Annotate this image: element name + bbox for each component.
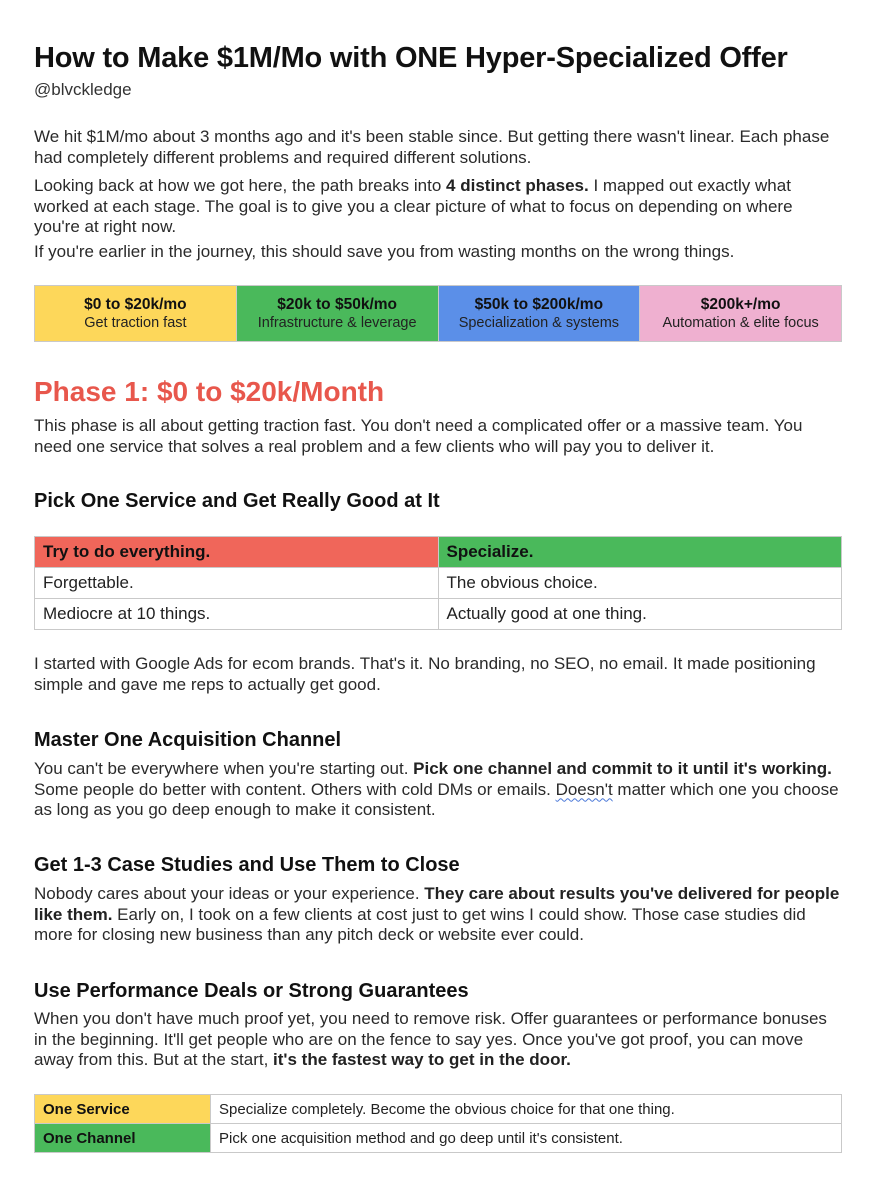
summary-table	[34, 1094, 842, 1153]
summary-text: Pick one acquisition method and go deep until it's consistent.	[211, 1124, 842, 1153]
phase-range: $20k to $50k/mo	[277, 295, 397, 313]
body-bold-text: Pick one channel and commit to it until it's working.	[413, 759, 832, 778]
section-heading-channel: Master One Acquisition Channel	[34, 729, 342, 751]
summary-label: One Channel	[35, 1124, 211, 1153]
service-body: I started with Google Ads for ecom brands. That's it. No branding, no SEO, no email. It made positioning simple and gave me reps to actually get good.	[34, 654, 816, 694]
table-row	[35, 1095, 842, 1124]
section-heading-service: Pick One Service and Get Really Good at It	[34, 490, 440, 512]
summary-text: Specialize completely. Become the obvious choice for that one thing.	[211, 1095, 842, 1124]
body-text: matter which one you choose as long as you go deep enough to make it consistent.	[34, 779, 839, 819]
comparison-header-row	[35, 537, 842, 568]
summary-label: One Service	[35, 1095, 211, 1124]
intro-paragraph-2	[34, 176, 842, 238]
phase-cell-1	[35, 286, 237, 341]
phase-description: Get traction fast	[84, 314, 187, 331]
section-heading-guarantees: Use Performance Deals or Strong Guarantees	[34, 980, 469, 1002]
table-row	[35, 1124, 842, 1153]
phase-cell-2	[237, 286, 439, 341]
intro-paragraph-3: If you're earlier in the journey, this should save you from wasting months on the wrong things.	[34, 242, 735, 261]
comparison-header-left: Try to do everything.	[35, 537, 439, 568]
body-bold-text: it's the fastest way to get in the door.	[273, 1050, 571, 1069]
channel-body	[34, 759, 842, 821]
body-text: You can't be everywhere when you're starting out.	[34, 759, 414, 778]
table-cell: Mediocre at 10 things.	[35, 599, 439, 630]
intro-bold-text: 4 distinct phases.	[446, 176, 589, 195]
guarantees-body	[34, 1009, 842, 1071]
table-cell: Actually good at one thing.	[438, 599, 842, 630]
phase-range: $0 to $20k/mo	[84, 295, 187, 313]
body-text: When you don't have much proof yet, you need to remove risk. Offer guarantees or performance bonuses in the beginning. It'll get people who are on the fence to say yes. Once you've got proof, you can move away from this. But at the start,	[34, 1009, 827, 1069]
table-cell: The obvious choice.	[438, 568, 842, 599]
table-row	[35, 599, 842, 630]
body-text: Nobody cares about your ideas or your experience.	[34, 884, 425, 903]
body-text: Some people do better with content. Others with cold DMs or emails.	[34, 779, 556, 799]
case-studies-body	[34, 884, 842, 946]
page-title: How to Make $1M/Mo with ONE Hyper-Specialized Offer	[34, 42, 788, 74]
table-row	[35, 568, 842, 599]
phase-description: Automation & elite focus	[662, 314, 819, 331]
phase-1-heading: Phase 1: $0 to $20k/Month	[34, 376, 385, 407]
phases-table	[34, 285, 842, 342]
phase-range: $200k+/mo	[700, 295, 781, 313]
body-bold-text: They care about results you've delivered for people like them.	[34, 884, 840, 924]
intro-text: Looking back at how we got here, the path breaks into	[34, 176, 447, 195]
phase-description: Specialization & systems	[458, 314, 620, 331]
comparison-header-right: Specialize.	[438, 537, 842, 568]
phase-cell-3	[439, 286, 641, 341]
body-text: Early on, I took on a few clients at cost just to get wins I could show. Those case studies did more for closing new business than any pitch deck or website ever could.	[34, 904, 806, 944]
phase-description: Infrastructure & leverage	[257, 314, 417, 331]
phase-range: $50k to $200k/mo	[474, 295, 604, 313]
table-cell: Forgettable.	[35, 568, 439, 599]
intro-text: I mapped out exactly what worked at each stage. The goal is to give you a clear picture of what to focus on depending on where you're at right now.	[34, 176, 793, 236]
phase-cell-4	[640, 286, 841, 341]
phase-1-intro: This phase is all about getting traction fast. You don't need a complicated offer or a massive team. You need one service that solves a real problem and a few clients who will pay you to deliver it.	[34, 416, 803, 456]
spellcheck-underlined-word: Doesn't	[555, 779, 613, 799]
comparison-table	[34, 536, 842, 630]
section-heading-case-studies: Get 1-3 Case Studies and Use Them to Close	[34, 854, 460, 876]
author-handle: @blvckledge	[34, 80, 132, 99]
intro-paragraph-1: We hit $1M/mo about 3 months ago and it's been stable since. But getting there wasn't linear. Each phase had completely different problems and required different solutions.	[34, 127, 830, 167]
